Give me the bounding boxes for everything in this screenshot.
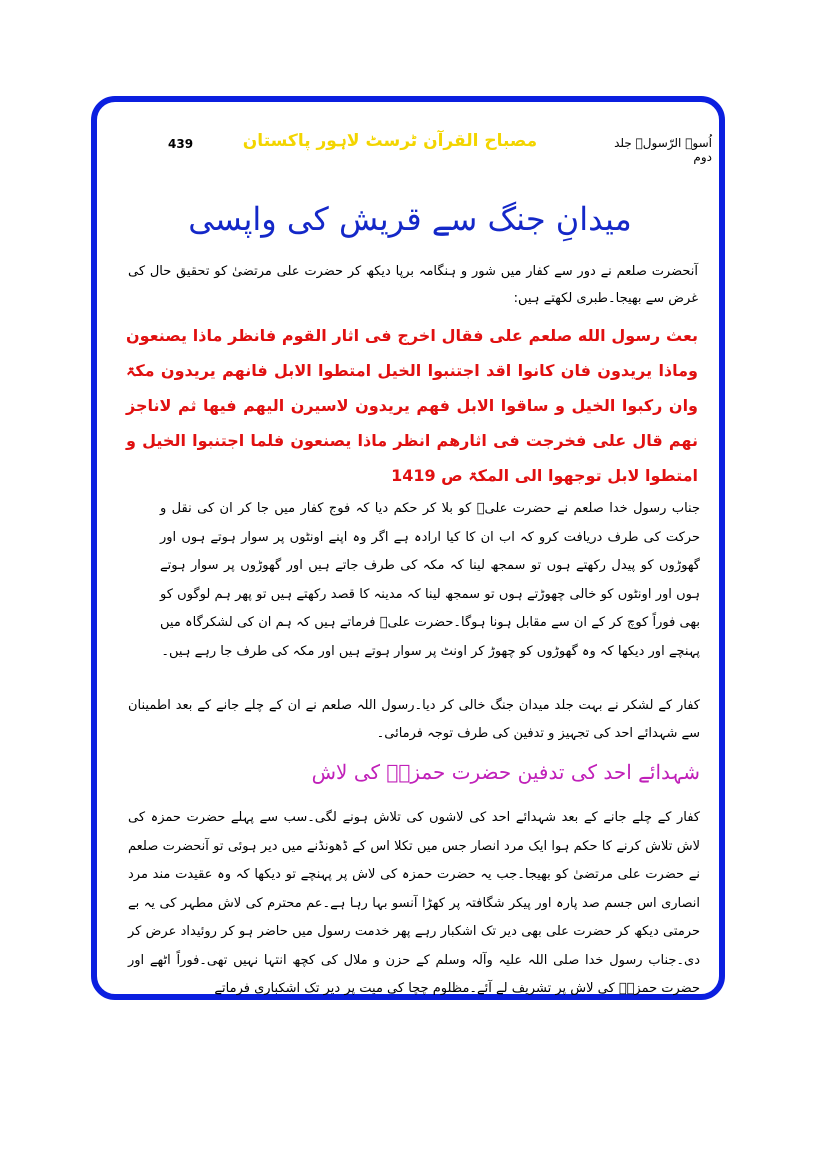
intro-paragraph: آنحضرت صلعم نے دور سے کفار میں شور و ہنگامہ برپا دیکھ کر حضرت علی مرتضیٰ کو تحقیق حال کی غرض سے بھیجا۔طبری لکھتے ہیں: — [128, 264, 698, 306]
paragraph-3: کفار کے چلے جانے کے بعد شہدائے احد کی لاشوں کی تلاش ہونے لگی۔سب سے پہلے حضرت حمزہ کی لاش تلاش کرنے کا حکم ہوا ایک مرد انصار جس میں تکلا اس کے ڈھونڈنے میں دیر ہوئی تو آنحضرت صلعم نے حضرت علی مرتضیٰ کو بھیجا۔جب یہ حضرت حمزہ کی لاش پر پہنچے تو دیکھا کہ وہ عقیدت مند مرد انصاری اس جسم صد پارہ اور پیکر شگافتہ پر کھڑا آنسو بہا رہا ہے۔عم محترم کی لاش مطہر کی یہ بے حرمتی دیکھ کر حضرت علی بھی دیر تک اشکبار رہے پھر خدمت رسول میں حاضر ہو کر روئیداد عرض کر دی۔جناب رسول خدا صلی اللہ علیہ وآلہ وسلم کے حزن و ملال کی کچھ انتہا نہیں تھی۔فوراً اٹھے اور حضرت حمزہؑ کی لاش پر تشریف لے آئے۔مظلوم چچا کی میت پر دیر تک اشکباری فرماتے — [128, 810, 700, 996]
publisher-header: مصباح القرآن ٹرسٹ لاہور پاکستان — [242, 131, 538, 151]
paragraph-1: جناب رسول خدا صلعم نے حضرت علیؑ کو بلا کر حکم دیا کہ فوج کفار میں جا کر ان کی نقل و حرکت کی طرف دریافت کرو کہ اب ان کا کیا ارادہ ہے اگر وہ اپنے اونٹوں پر سوار ہوتے ہوں اور گھوڑوں کو پیدل رکھتے ہوں تو سمجھ لینا کہ مکہ کی طرف جاتے ہیں اور گھوڑوں پر سوار ہوتے ہوں اور اونٹوں کو خالی چھوڑتے ہوں تو سمجھ لینا کہ مدینہ کا قصد رکھتے ہیں تو پھر ہم لوگوں کو بھی فوراً کوچ کر کے ان سے مقابل ہونا ہوگا۔حضرت علیؑ فرماتے ہیں کہ ہم ان کی لشکرگاہ میں پہنچے اور دیکھا کہ وہ گھوڑوں کو چھوڑ کر اونٹ پر سوار ہوتے ہیں اور مکہ کی طرف جا رہے ہیں۔ — [160, 501, 700, 659]
arabic-quotation: بعث رسول الله صلعم علی فقال اخرج فی اثار القوم فانظر ماذا یصنعون وماذا یریدون فان کانوا اقد اجتنبوا الخیل امتطوا الابل فانھم یریدون مکۃ وان رکبوا الخیل و ساقوا الابل فھم یریدون لاسیرن الیھم فیھا ثم لاناجز نھم قال علی فخرجت فی اثارھم انظر ماذا یصنعون فلما اجتنبوا الخیل و امتطوا لابل توجھوا الی المکۃ ص 1419 — [126, 326, 698, 485]
page-number: 439 — [168, 137, 194, 151]
section-subheading: شہدائے احد کی تدفین حضرت حمزہؑ کی لاش — [311, 760, 700, 784]
paragraph-2: کفار کے لشکر نے بہت جلد میدان جنگ خالی کر دیا۔رسول اللہ صلعم نے ان کے چلے جانے کے بعد اطمینان سے شہدائے احد کی تجہیز و تدفین کی طرف توجہ فرمائی۔ — [128, 698, 700, 741]
chapter-title: میدانِ جنگ سے قریش کی واپسی — [188, 200, 632, 238]
book-title: اُسوۃ الرّسولؐ جلد دوم — [614, 136, 712, 164]
